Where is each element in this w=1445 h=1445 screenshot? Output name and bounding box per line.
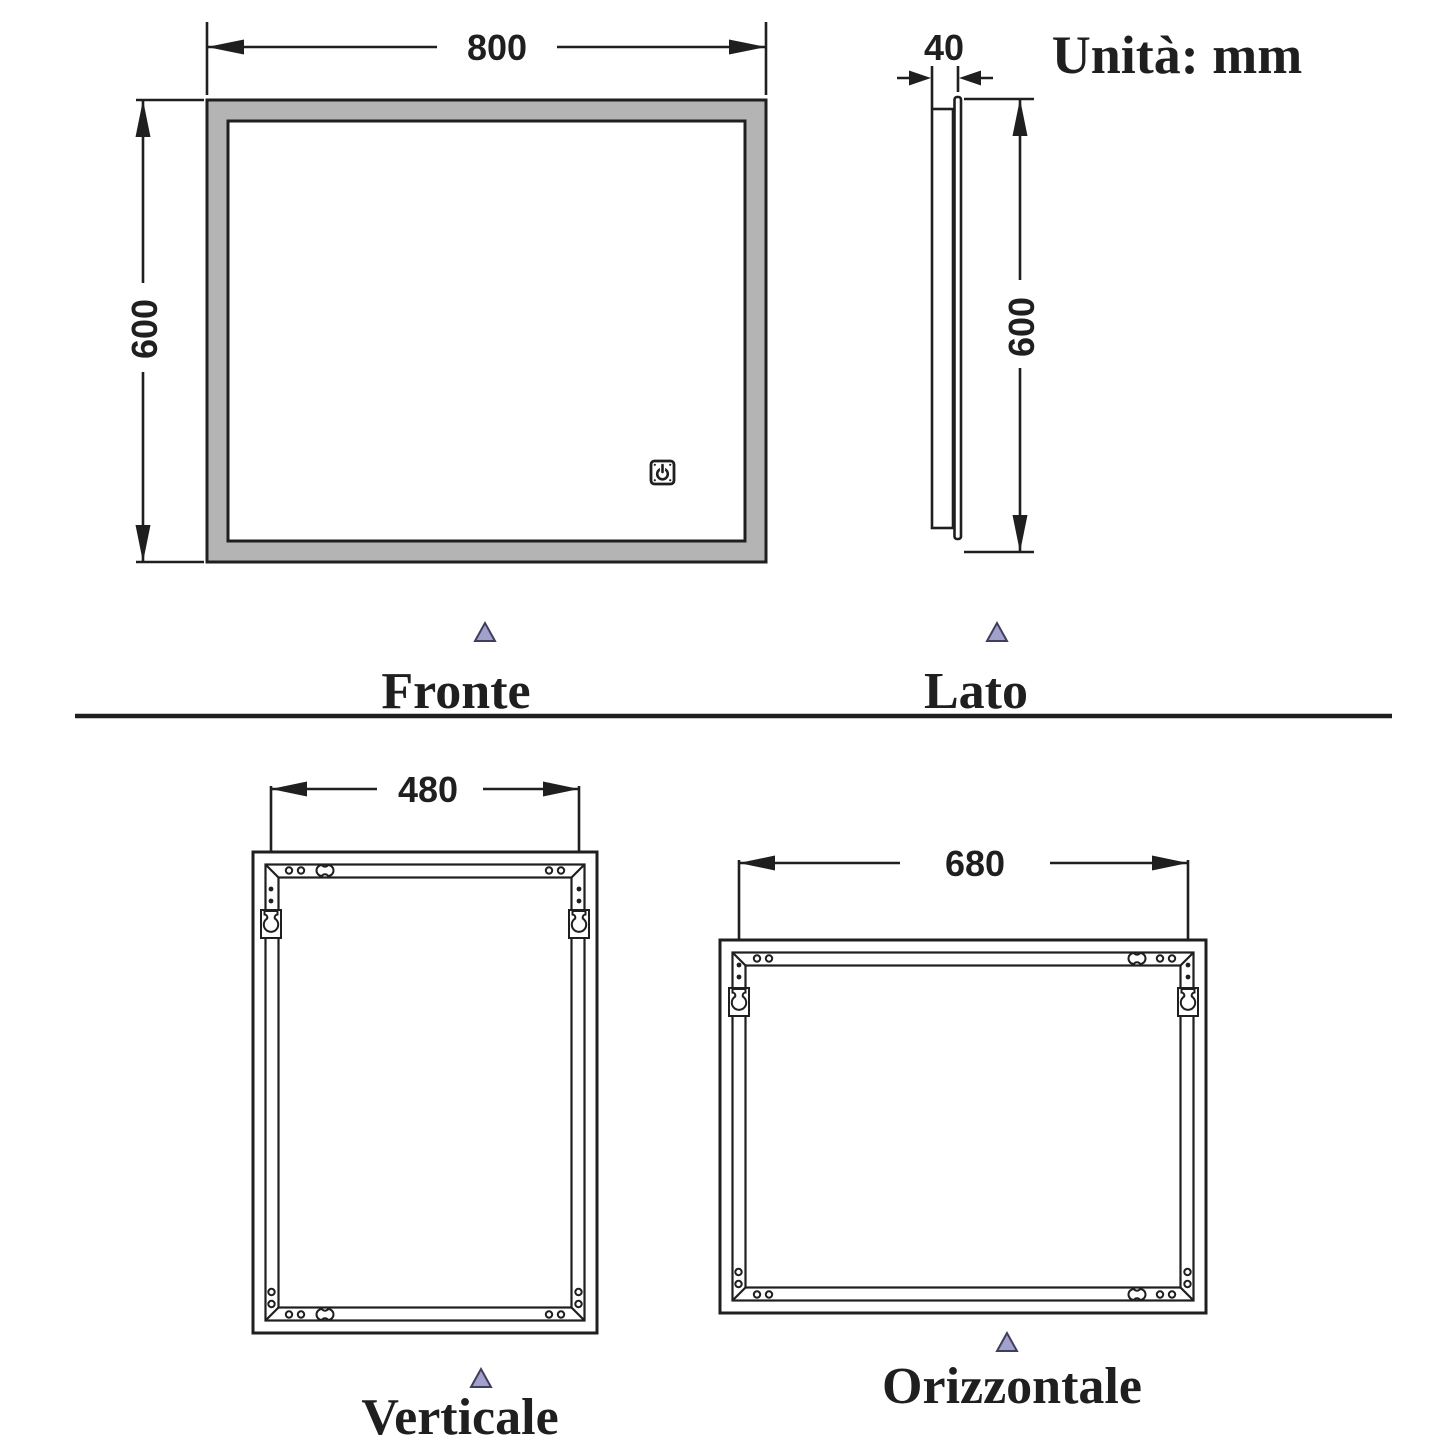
bowtie-cutout-icon — [317, 1309, 334, 1320]
vertical-hanger-value: 480 — [397, 769, 459, 810]
front-height-dimension — [124, 100, 204, 562]
keyhole-slot-icon — [572, 911, 586, 932]
front-view — [124, 22, 766, 720]
bowtie-cutout-icon — [317, 865, 334, 876]
side-view — [897, 27, 1042, 720]
side-height-dimension — [964, 99, 1042, 552]
vertical-back-view — [253, 769, 597, 1445]
side-thickness-dimension — [897, 27, 993, 108]
side-mirror-strip — [955, 97, 962, 539]
arrow-left-icon — [959, 71, 981, 86]
arrow-up-icon — [1013, 99, 1028, 136]
front-view-label: Fronte — [381, 663, 531, 720]
arrow-down-icon — [1013, 515, 1028, 552]
front-width-dimension — [207, 22, 766, 95]
arrow-left-icon — [207, 40, 244, 55]
front-height-value: 600 — [124, 298, 165, 360]
arrow-left-icon — [271, 782, 307, 797]
triangle-marker — [471, 1369, 491, 1387]
unit-note: Unità: mm — [1051, 25, 1303, 85]
triangle-marker — [475, 623, 495, 641]
arrow-right-icon — [1152, 856, 1188, 871]
side-height-value: 600 — [1001, 296, 1042, 358]
side-back-panel — [932, 109, 953, 528]
arrow-right-icon — [543, 782, 579, 797]
back-panel-outline — [253, 852, 597, 1333]
vertical-view-label: Verticale — [361, 1389, 559, 1445]
keyhole-slot-icon — [1181, 989, 1195, 1010]
arrow-down-icon — [136, 525, 151, 562]
front-width-value: 800 — [466, 27, 528, 68]
triangle-marker — [997, 1333, 1017, 1351]
arrow-up-icon — [136, 100, 151, 137]
bowtie-cutout-icon — [1129, 953, 1146, 964]
arrow-left-icon — [739, 856, 775, 871]
keyhole-slot-icon — [732, 989, 746, 1010]
side-view-label: Lato — [924, 663, 1028, 720]
arrow-right-icon — [729, 40, 766, 55]
keyhole-slot-icon — [264, 911, 278, 932]
horizontal-hanger-value: 680 — [944, 843, 1006, 884]
back-panel-outline — [720, 940, 1206, 1313]
arrow-right-icon — [909, 71, 931, 86]
triangle-marker — [987, 623, 1007, 641]
bowtie-cutout-icon — [1129, 1289, 1146, 1300]
power-icon — [651, 461, 674, 484]
horizontal-back-view — [720, 843, 1206, 1415]
side-thickness-value: 40 — [923, 27, 965, 68]
horizontal-view-label: Orizzontale — [882, 1358, 1142, 1415]
